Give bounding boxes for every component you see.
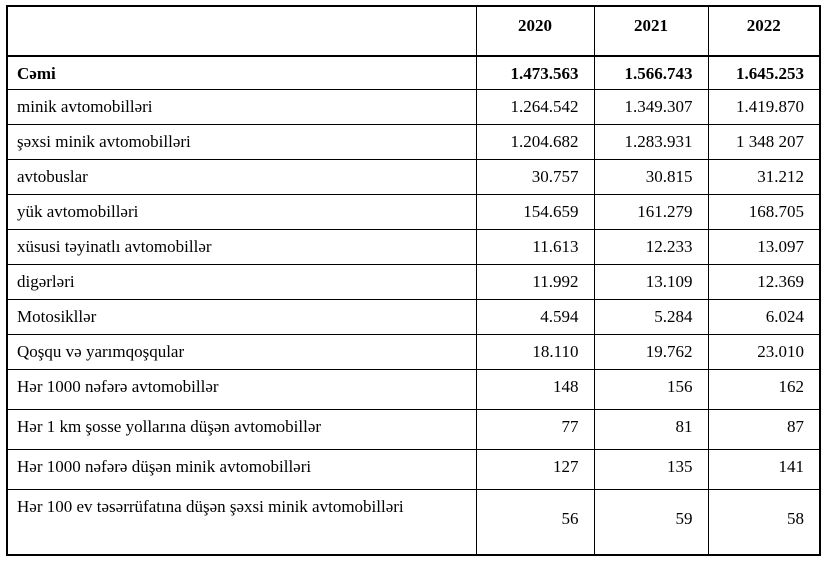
- table-row: [7, 489, 820, 555]
- row-label: Hər 1000 nəfərə avtomobillər: [7, 369, 476, 409]
- row-value-2020: 18.110: [476, 334, 594, 369]
- row-value-2021: 1.349.307: [594, 89, 708, 124]
- table-row: [7, 334, 820, 369]
- row-value-2021: 5.284: [594, 299, 708, 334]
- table-row: [7, 369, 820, 409]
- corner-cell: [7, 6, 476, 56]
- row-value-2022: 13.097: [708, 229, 820, 264]
- table-row: [7, 264, 820, 299]
- row-value-2020: 1.204.682: [476, 124, 594, 159]
- row-label: minik avtomobilləri: [7, 89, 476, 124]
- year-header-2020: 2020: [476, 6, 594, 56]
- table-row: [7, 124, 820, 159]
- row-label: xüsusi təyinatlı avtomobillər: [7, 229, 476, 264]
- row-value-2020: 148: [476, 369, 594, 409]
- row-value-2021: 13.109: [594, 264, 708, 299]
- row-value-2021: 30.815: [594, 159, 708, 194]
- row-value-2020: 1.473.563: [476, 56, 594, 89]
- row-value-2021: 1.283.931: [594, 124, 708, 159]
- row-value-2021: 12.233: [594, 229, 708, 264]
- year-header-2021: 2021: [594, 6, 708, 56]
- row-value-2020: 77: [476, 409, 594, 449]
- row-value-2022: 87: [708, 409, 820, 449]
- row-label: Hər 1 km şosse yollarına düşən avtomobillər: [7, 409, 476, 449]
- row-value-2021: 161.279: [594, 194, 708, 229]
- header-row: [7, 6, 820, 56]
- row-value-2022: 1.419.870: [708, 89, 820, 124]
- row-value-2021: 19.762: [594, 334, 708, 369]
- table-row: [7, 409, 820, 449]
- row-value-2021: 59: [594, 489, 708, 555]
- table-row: [7, 56, 820, 89]
- row-value-2021: 81: [594, 409, 708, 449]
- row-value-2022: 58: [708, 489, 820, 555]
- row-label: Motosikllər: [7, 299, 476, 334]
- row-value-2022: 1.645.253: [708, 56, 820, 89]
- row-value-2020: 11.613: [476, 229, 594, 264]
- row-value-2020: 30.757: [476, 159, 594, 194]
- row-value-2022: 6.024: [708, 299, 820, 334]
- row-label: Hər 100 ev təsərrüfatına düşən şəxsi minik avtomobilləri: [7, 489, 476, 555]
- year-header-2022: 2022: [708, 6, 820, 56]
- row-label: şəxsi minik avtomobilləri: [7, 124, 476, 159]
- row-value-2022: 12.369: [708, 264, 820, 299]
- row-label: Cəmi: [7, 56, 476, 89]
- row-value-2020: 127: [476, 449, 594, 489]
- table-row: [7, 159, 820, 194]
- row-value-2020: 4.594: [476, 299, 594, 334]
- table-row: [7, 229, 820, 264]
- row-label: Hər 1000 nəfərə düşən minik avtomobilləri: [7, 449, 476, 489]
- row-value-2021: 135: [594, 449, 708, 489]
- row-value-2022: 162: [708, 369, 820, 409]
- row-value-2022: 31.212: [708, 159, 820, 194]
- row-label: digərləri: [7, 264, 476, 299]
- row-label: Qoşqu və yarımqoşqular: [7, 334, 476, 369]
- row-value-2020: 154.659: [476, 194, 594, 229]
- row-value-2022: 23.010: [708, 334, 820, 369]
- table-row: [7, 89, 820, 124]
- row-value-2022: 141: [708, 449, 820, 489]
- row-value-2020: 56: [476, 489, 594, 555]
- vehicle-statistics-table: [6, 5, 821, 556]
- table-row: [7, 449, 820, 489]
- row-label: yük avtomobilləri: [7, 194, 476, 229]
- row-value-2022: 1 348 207: [708, 124, 820, 159]
- row-label: avtobuslar: [7, 159, 476, 194]
- row-value-2020: 11.992: [476, 264, 594, 299]
- table-body: [7, 56, 820, 555]
- row-value-2020: 1.264.542: [476, 89, 594, 124]
- row-value-2021: 1.566.743: [594, 56, 708, 89]
- table-row: [7, 194, 820, 229]
- table-row: [7, 299, 820, 334]
- row-value-2021: 156: [594, 369, 708, 409]
- row-value-2022: 168.705: [708, 194, 820, 229]
